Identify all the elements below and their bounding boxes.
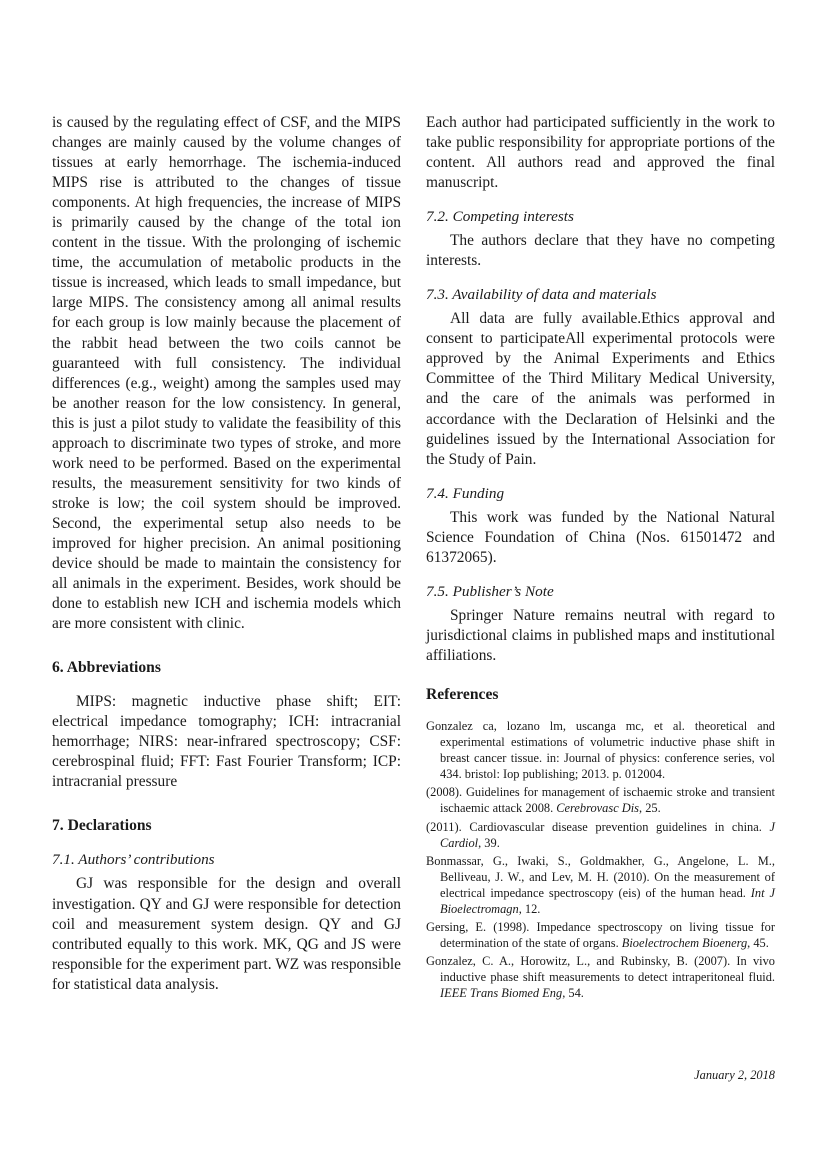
publishers-note-paragraph: Springer Nature remains neutral with regard to jurisdictional claims in published maps and institutional affiliations. [426,606,775,664]
reference-journal: IEEE Trans Biomed Eng [440,986,563,1001]
reference-text: Gonzalez, C. A., Horowitz, L., and Rubinsky, B. (2007). In vivo inductive phase shift measurements to detect intraperitoneal fluid. [426,954,775,985]
funding-paragraph: This work was funded by the National Natural Science Foundation of China (Nos. 61501472 and 61372065). [426,508,775,566]
references-heading: References [426,685,499,703]
reference-journal: J Cardiol [440,819,775,850]
reference-item [426,953,775,1001]
authors-contributions-continued: Each author had participated sufficiently in the work to take public responsibility for appropriate portions of the content. All authors read and approved the final manuscript. [426,114,775,192]
competing-interests-paragraph: The authors declare that they have no competing interests. [426,232,775,270]
reference-tail: , 12. [518,901,541,916]
section-7-heading: 7. Declarations [52,817,152,835]
reference-item [426,718,775,782]
subsection-7-2-heading: 7.2. Competing interests [426,208,574,226]
reference-tail: , 54. [562,986,584,1001]
reference-text: Bonmassar, G., Iwaki, S., Goldmakher, G., Angelone, L. M., Belliveau, J. W., and Lev, M. H. (2010). On the measurement of electrical impedance spectroscopy (eis) of the human head. [426,853,775,900]
reference-item [426,919,775,951]
reference-text: (2011). Cardiovascular disease prevention guidelines in china. [426,819,770,834]
subsection-7-5-heading: 7.5. Publisher’s Note [426,582,554,600]
left-column [52,113,401,995]
authors-contributions-paragraph: GJ was responsible for the design and overall investigation. QY and GJ were responsible for detection coil and measurement system design. QY and GJ contributed equally to this work. MK, QG and JS were responsible for the experiment part. WZ was responsible for statistical data analysis. [52,875,401,993]
availability-paragraph: All data are fully available.Ethics approval and consent to participateAll experimental protocols were approved by the Animal Experiments and Ethics Committee of the Third Military Medical University, and the care of the animals was performed in accordance with the Declaration of Helsinki and the guidelines issued by the International Association for the Study of Pain. [426,310,775,468]
subsection-7-3-heading: 7.3. Availability of data and materials [426,286,657,304]
reference-text: (2008). Guidelines for management of ischaemic stroke and transient ischaemic attack 2008. [426,785,775,816]
right-column [426,113,775,1004]
reference-text: Gersing, E. (1998). Impedance spectroscopy on living tissue for determination of the state of organs. [426,920,775,951]
reference-journal: Cerebrovasc Dis [556,801,640,816]
reference-item [426,784,775,816]
subsection-7-4-heading: 7.4. Funding [426,484,505,502]
discussion-paragraph: is caused by the regulating effect of CSF, and the MIPS changes are mainly caused by the volume changes of tissues at early hemorrhage. The ischemia-induced MIPS rise is attributed to the changes of tissue components. At high frequencies, the increase of MIPS is primarily caused by the change of the total ion content in the tissue. With the prolonging of ischemic time, the accumulation of metabolic products in the tissue is increased, which leads to small impedance, but large MIPS. The consistency among all animal results for each group is low mainly because the placement of the rabbit head between the two coils cannot be guaranteed with full consistency. The individual differences (e.g., weight) among the samples used may be another reason for the low consistency. In general, this is just a pilot study to validate the feasibility of this approach to discriminate two types of stroke, and more work need to be performed. Based on the experimental results, the measurement sensitivity for two kinds of stroke is low; the coil system should be improved. Second, the experimental setup also needs to be improved for higher precision. An animal positioning device should be made to maintain the consistency for all animals in the experiment. Besides, work should be done to establish new ICH and ischemia models which are more consistent with clinic. [52,114,401,633]
reference-journal: Int J Bioelectromagn [440,885,775,916]
reference-tail: , 45. [747,936,769,951]
reference-tail: , 25. [639,801,661,816]
reference-list [426,718,775,1002]
reference-item [426,853,775,917]
reference-text: Gonzalez ca, lozano lm, uscanga mc, et al. theoretical and experimental estimations of volumetric inductive phase shift in breast cancer tissue. in: Journal of physics: conference series, vol 434. bristol: Iop publishing; 2013. p. 012004. [426,718,775,782]
footer-date: January 2, 2018 [694,1068,775,1082]
reference-item [426,819,775,851]
abbreviations-paragraph: MIPS: magnetic inductive phase shift; EIT: electrical impedance tomography; ICH: intracranial hemorrhage; NIRS: near-infrared spectroscopy; CSF: cerebrospinal fluid; FFT: Fast Fourier Transform; ICP: intracranial pressure [52,693,401,791]
section-6-heading: 6. Abbreviations [52,659,161,677]
reference-tail: , 39. [478,835,500,850]
reference-journal: Bioelectrochem Bioenerg [621,936,748,951]
subsection-7-1-heading: 7.1. Authors’ contributions [52,851,215,869]
